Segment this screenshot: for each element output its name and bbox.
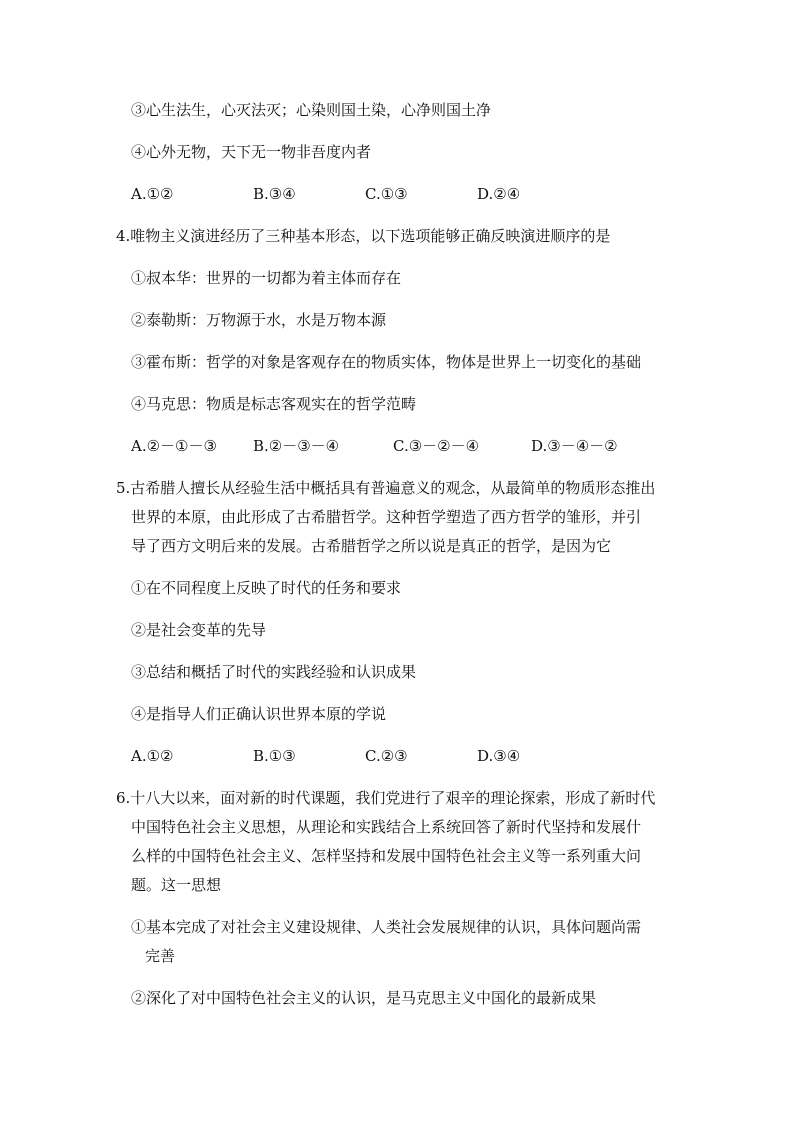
q5-stem-line-2: 世界的本原，由此形成了古希腊哲学。这种哲学塑造了西方哲学的雏形，并引	[131, 508, 642, 526]
q4-option-1: ①叔本华：世界的一切都为着主体而存在	[131, 269, 402, 287]
q4-choice-b: B.②－③－④	[253, 437, 340, 455]
q4-stem: 4.唯物主义演进经历了三种基本形态，以下选项能够正确反映演进顺序的是	[116, 227, 611, 245]
q4-choice-a: A.②－①－③	[131, 437, 217, 455]
q5-stem-line-3: 导了西方文明后来的发展。古希腊哲学之所以说是真正的哲学，是因为它	[131, 537, 612, 555]
q5-option-4: ④是指导人们正确认识世界本原的学说	[131, 705, 387, 723]
q3-choice-c: C.①③	[365, 185, 408, 203]
q3-choice-b: B.③④	[253, 185, 296, 203]
q3-option-3: ③心生法生，心灭法灭；心染则国土染，心净则国土净	[131, 101, 492, 119]
q3-option-4: ④心外无物，天下无一物非吾度内者	[131, 143, 372, 161]
q4-option-3: ③霍布斯：哲学的对象是客观存在的物质实体，物体是世界上一切变化的基础	[131, 353, 642, 371]
q6-stem-line-2: 中国特色社会主义思想，从理论和实践结合上系统回答了新时代坚持和发展什	[131, 818, 642, 836]
q4-choice-d: D.③－④－②	[531, 437, 618, 455]
q6-stem-line-1: 6.十八大以来，面对新的时代课题，我们党进行了艰辛的理论探索，形成了新时代	[116, 789, 656, 807]
q3-choice-d: D.②④	[477, 185, 521, 203]
q5-option-3: ③总结和概括了时代的实践经验和认识成果	[131, 663, 417, 681]
q6-option-1-continued: 完善	[145, 947, 176, 965]
q6-stem-line-3: 么样的中国特色社会主义、怎样坚持和发展中国特色社会主义等一系列重大问	[131, 847, 642, 865]
q5-choice-b: B.①③	[253, 747, 296, 765]
q5-option-2: ②是社会变革的先导	[131, 621, 267, 639]
q4-choice-c: C.③－②－④	[393, 437, 480, 455]
q4-option-4: ④马克思：物质是标志客观实在的哲学范畴	[131, 395, 417, 413]
q4-option-2: ②泰勒斯：万物源于水，水是万物本源	[131, 311, 387, 329]
q5-option-1: ①在不同程度上反映了时代的任务和要求	[131, 579, 402, 597]
q5-choice-c: C.②③	[365, 747, 408, 765]
q5-choice-a: A.①②	[131, 747, 174, 765]
q5-choice-d: D.③④	[477, 747, 521, 765]
q6-option-1: ①基本完成了对社会主义建设规律、人类社会发展规律的认识，具体问题尚需	[131, 918, 642, 936]
q5-stem-line-1: 5.古希腊人擅长从经验生活中概括具有普遍意义的观念，从最简单的物质形态推出	[116, 479, 656, 497]
q3-choice-a: A.①②	[131, 185, 174, 203]
q6-stem-line-4: 题。这一思想	[131, 876, 222, 894]
q6-option-2: ②深化了对中国特色社会主义的认识，是马克思主义中国化的最新成果	[131, 989, 597, 1007]
